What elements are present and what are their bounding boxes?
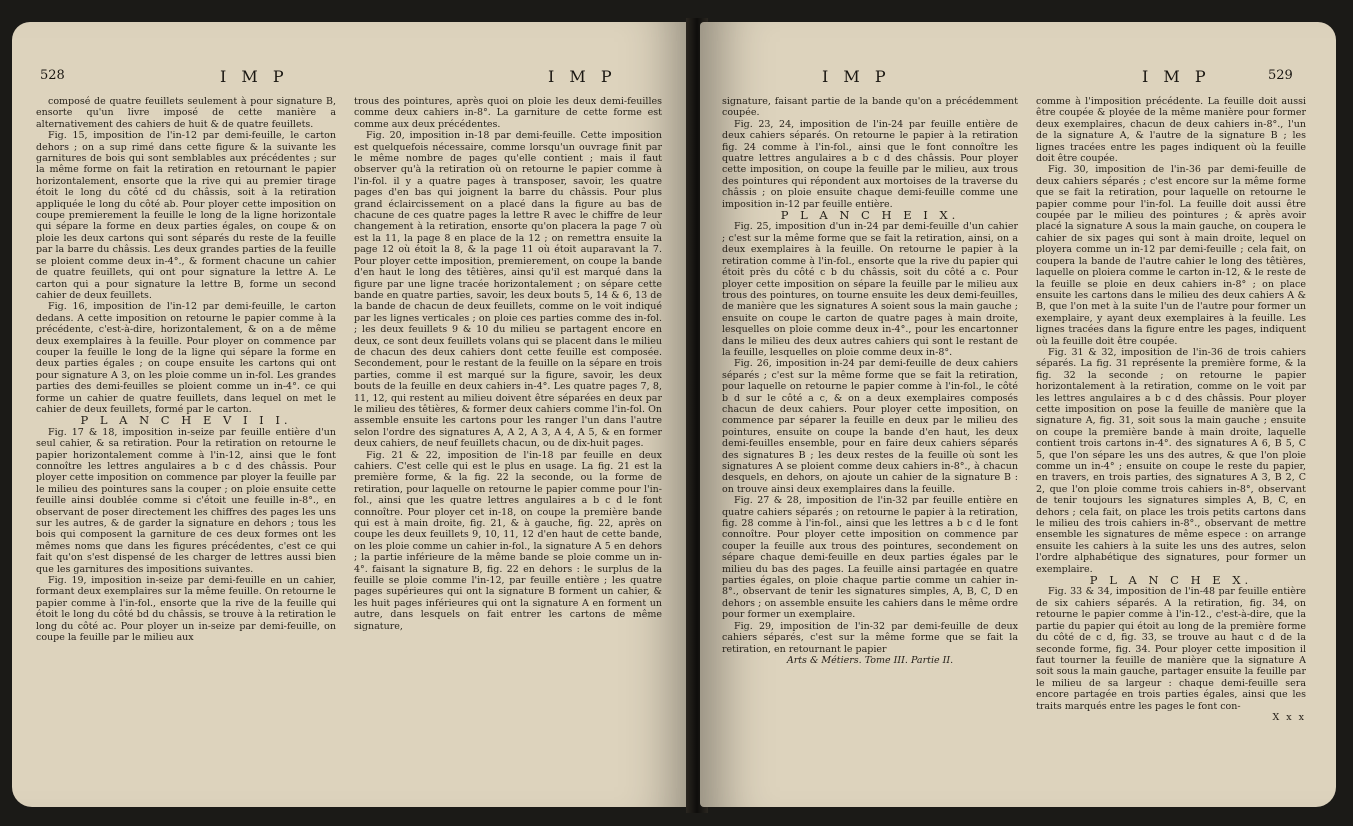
paragraph: trous des pointures, après quoi on ploie les deux demi-feuilles comme deux cahiers in-8°. La garniture de cette forme est comme aux deux précédentes. [354, 96, 662, 130]
paragraph: Fig. 21 & 22, imposition de l'in-18 par feuille en deux cahiers. C'est celle qui est le plus en usage. La fig. 21 est la première forme, & la fig. 22 la seconde, ou la forme de retiration, pour laquelle on retourne le papier comme pour l'in-fol., ainsi que les quatre lettres angulaires a b c d le font connoître. Pour ployer cet in-18, on coupe la première bande qui est à main droite, fig. 21, & à gauche, fig. 22, après on coupe les deux feuillets 9, 10, 11, 12 d'en haut de cette bande, on les ploie comme un cahier in-fol., la signature A 5 en dehors ; la partie inférieure de la même bande se ploie comme un in-4°. faisant la signature B, fig. 22 en dehors : le surplus de la feuille se ploie comme l'in-12, par feuille entière ; les quatre pages supérieures qui ont la signature B forment un cahier, & les huit pages inférieures qui ont la signature A en forment un autre, dans lesquels on fait entrer les cartons de même signature, [354, 449, 662, 632]
paragraph: Fig. 33 & 34, imposition de l'in-48 par feuille entière de six cahiers séparés. A la retiration, fig. 34, on retourne le papier comme à l'in-12., c'est-à-dire, que la partie du papier qui étoit au long de la première forme du côté de c d, fig. 33, se trouve au haut c d de la seconde forme, fig. 34. Pour ployer cette imposition il faut tourner la feuille de manière que la signature A soit sous la main gauche, partager ensuite la feuille par le milieu de sa largeur : chaque demi-feuille sera encore partagée en trois parties égales, ainsi que les traits marqués entre les pages le font con- [1036, 586, 1306, 712]
right-header-a: I M P [822, 67, 891, 86]
paragraph: Fig. 19, imposition in-seize par demi-feuille en un cahier, formant deux exemplaires sur la même feuille. On retourne le papier comme à l'in-fol., ensorte que la rive de la feuille qui étoit le long du côté bd du châssis, se trouve à la retiration le long du côté ac. Pour ployer un in-seize par demi-feuille, on coupe la feuille par le milieu aux [36, 575, 336, 644]
paragraph: Fig. 16, imposition de l'in-12 par demi-feuille, le carton dedans. A cette imposition on retourne le papier comme à la précédente, c'est-à-dire, horizontalement, & on a de même deux exemplaires à la feuille. Pour ployer on commence par couper la feuille le long de la ligne qui sépare la forme en deux parties égales ; on coupe ensuite les cartons qui ont pour signature A 3, on les ploie comme un in-fol. Les grandes parties des demi-feuilles se ploient comme un in-4°. ce qui forme un cahier de quatre feuillets, dans lequel on met le cahier de deux feuillets, formé par le carton. [36, 301, 336, 415]
plate-heading: P L A N C H E I X. [780, 208, 960, 223]
paragraph: Fig. 15, imposition de l'in-12 par demi-feuille, le carton dehors ; on a sup rimé dans cette figure & la suivante les garnitures de bois qui sont semblables aux précédentes ; sur la même forme on fait la retiration en retournant le papier horizontalement, ensorte que la rive qui au premier tirage étoit le long du côté cd du châssis, soit à la retiration appliquée le long du côté ab. Pour ployer cette imposition on coupe premierement la feuille le long de la ligne horizontale qui sépare la forme en deux parties égales, on coupe & on ploie les deux cartons qui sont séparés du reste de la feuille par la barre du châssis. Les deux grandes parties de la feuille se ploient comme deux in-4°., & forment chacune un cahier de quatre feuillets, qui ont pour signature la lettre A. Le carton qui a pour signature la lettre B, forme un second cahier de deux feuillets. [36, 130, 336, 301]
right-page [700, 22, 1336, 807]
paragraph: Fig. 23, 24, imposition de l'in-24 par feuille entière de deux cahiers séparés. On retourne le papier à la retiration fig. 24 comme à l'in-fol., ainsi que le font connoître les quatre lettres angulaires a b c d des châssis. Pour ployer cette imposition, on coupe la feuille par le milieu, aux trous des pointures qui répondent aux mortoises de la traverse du châssis ; on ploie ensuite chaque demi-feuille comme une imposition in-12 par feuille entière. [722, 118, 1018, 210]
paragraph: comme à l'imposition précédente. La feuille doit aussi être coupée & ployée de la même manière pour former deux exemplaires, chacun de deux cahiers in-8°., l'un de la signature A, & l'autre de la signature B ; les lignes tracées entre les pages indiquent où la feuille doit être coupée. [1036, 96, 1306, 165]
paragraph: composé de quatre feuillets seulement à pour signature B, ensorte qu'un livre imposé de cette manière a alternativement des cahiers de huit & de quatre feuillets. [36, 96, 336, 130]
left-header-b: I M P [548, 67, 617, 86]
right-column-1 [722, 96, 1018, 796]
paragraph: Fig. 17 & 18, imposition in-seize par feuille entière d'un seul cahier, & sa retiration. Pour la retiration on retourne le papier horizontalement comme à l'in-12, ainsi que le font connoître les lettres angulaires a b c d des châssis. Pour ployer cette imposition on commence par ployer la feuille par le milieu des pointures sans la couper ; on ploie ensuite cette feuille ainsi doublée comme si c'étoit une feuille in-8°., en observant de poser directement les chiffres des pages les uns sur les autres, & de garder la signature en dehors ; tous les bois qui composent la garniture de ces deux formes ont les mêmes noms que dans les figures précédentes, c'est ce qui fait qu'on s'est dispensé de les charger de lettres aussi bien que les garnitures des impositions suivantes. [36, 426, 336, 575]
paragraph: Fig. 20, imposition in-18 par demi-feuille. Cette imposition est quelquefois nécessaire, comme lorsqu'un ouvrage finit par le même nombre de pages qu'elle contient ; mais il faut observer qu'à la retiration où on retourne le papier comme à l'in-fol. il y a quatre pages à transposer, savoir, les quatre pages d'en bas qui joignent la barre du châssis. Pour plus grand éclaircissement on a placé dans la figure au bas de chacune de ces quatre pages la lettre R avec le chiffre de leur changement à la retiration, ensorte qu'on placera la page 7 où est la 11, la page 8 en place de la 12 ; on remettra ensuite la page 12 où étoit la 8, & la page 11 où étoit auparavant la 7. Pour ployer cette imposition, premierement, on coupe la bande d'en haut le long des têtières, ainsi qu'il est marqué dans la figure par une ligne tracée horizontalement ; on sépare cette bande en quatre parties, savoir, les deux bouts 5, 14 & 6, 13 de la bande de chacun de deux feuillets, comme on le voit indiqué par les lignes verticales ; on ploie ces parties comme des in-fol. ; les deux feuillets 9 & 10 du milieu se partagent encore en deux, ce sont deux feuillets volans qui se placent dans le milieu de chacun des deux cahiers dont cette feuille est composée. Secondement, pour le restant de la feuille on la sépare en trois parties, comme il est marqué sur la figure, savoir, les deux bouts de la feuille en deux cahiers in-4°. Les quatre pages 7, 8, 11, 12, qui restent au milieu doivent être séparées en deux par le milieu des têtières, & former deux cahiers comme l'in-fol. On assemble ensuite les cartons pour les ranger l'un dans l'autre selon l'ordre des signatures A, A 2, A 3, A 4, A 5, & en former deux cahiers, de neuf feuillets chacun, ou de dix-huit pages. [354, 130, 662, 450]
plate-heading: P L A N C H E V I I I. [80, 413, 292, 428]
left-page-number: 528 [40, 68, 65, 83]
left-column-1 [36, 96, 336, 796]
plate-heading: P L A N C H E X. [1089, 573, 1253, 588]
left-header-a: I M P [220, 67, 289, 86]
right-column-2 [1036, 96, 1306, 796]
right-page-number: 529 [1268, 68, 1293, 83]
left-page [12, 22, 694, 807]
volume-footer: Arts & Métiers. Tome III. Partie II. [786, 654, 954, 666]
paragraph: Fig. 27 & 28, imposition de l'in-32 par feuille entière en quatre cahiers séparés ; on retourne le papier à la retiration, fig. 28 comme à l'in-fol., ainsi que les lettres a b c d le font connoître. Pour ployer cette imposition on commence par couper la feuille aux trous des pointures, secondement on sépare chaque demi-feuille en deux parties égales par le milieu du bas des pages. La feuille ainsi partagée en quatre parties égales, on ploie chaque partie comme un cahier in-8°., observant de tenir les signatures simples, A, B, C, D en dehors ; on assemble ensuite les cahiers dans le même ordre pour former un exemplaire. [722, 495, 1018, 621]
paragraph: Fig. 31 & 32, imposition de l'in-36 de trois cahiers séparés. La fig. 31 représente la première forme, & la fig. 32 la seconde ; on retourne le papier horizontalement à la retiration, comme on le voit par les lettres angulaires a b c d des châssis. Pour ployer cette imposition on pose la feuille de manière que la signature A, fig. 31, soit sous la main gauche ; ensuite on coupe la première bande à main droite, laquelle contient trois cartons in-4°. des signatures A 6, B 5, C 5, que l'on sépare les uns des autres, & que l'on ploie comme un in-4° ; ensuite on coupe le reste du papier, en travers, en trois parties, des signatures A 3, B 2, C 2, que l'on ploie comme trois cahiers in-8°, observant de tenir toujours les signatures simples A, B, C, en dehors ; cela fait, on place les trois petits cartons dans le milieu des trois cahiers in-8°., observant de mettre ensemble les signatures de même espece : on arrange ensuite les cahiers à la suite les uns des autres, selon l'ordre alphabétique des signatures, pour former un exemplaire. [1036, 346, 1306, 575]
right-header-b: I M P [1142, 67, 1211, 86]
left-column-2 [354, 96, 662, 796]
paragraph: Fig. 29, imposition de l'in-32 par demi-feuille de deux cahiers séparés, c'est sur la même forme que se fait la retiration, en retournant le papier [722, 620, 1018, 655]
paragraph: signature, faisant partie de la bande qu'on a précédemment coupée. [722, 96, 1018, 119]
paragraph: Fig. 25, imposition d'un in-24 par demi-feuille d'un cahier ; c'est sur la même forme que se fait la retiration, ainsi, on a deux exemplaires à la feuille. On retourne le papier à la retiration comme à l'in-fol., ensorte que la rive du papier qui étoit près du côté c b du châssis, soit du côté a c. Pour ployer cette imposition on sépare la feuille par le milieu aux trous des pointures, on tourne ensuite les deux demi-feuilles, de manière que les signatures A soient sous la main gauche ; ensuite on coupe le carton de quatre pages à main droite, lesquelles on ploie comme deux in-4°., pour les encartonner dans le milieu des deux autres cahiers qui sont le restant de la feuille, lesquelles on ploie comme deux in-8°. [722, 221, 1018, 358]
paragraph: Fig. 30, imposition de l'in-36 par demi-feuille de deux cahiers séparés ; c'est encore sur la même forme que se fait la retiration, pour laquelle on retourne le papier comme pour l'in-fol. La feuille doit aussi être coupée par le milieu des pointures ; & après avoir placé la signature A sous la main gauche, on coupera le cahier de six pages qui sont à main droite, lequel on ployera comme un in-12 par demi-feuille ; cela fait, on coupera la bande de l'autre cahier le long des têtières, laquelle on ploiera comme le carton in-12, & le reste de la feuille se ploie en deux cahiers in-8° ; on place ensuite les cartons dans le milieu des deux cahiers A & B, que l'on met à la suite l'un de l'autre pour former un exemplaire, y ayant deux exemplaires à la feuille. Les lignes tracées dans la figure entre les pages, indiquent où la feuille doit être coupée. [1036, 164, 1306, 347]
signature-mark: X x x [1272, 711, 1306, 723]
paragraph: Fig. 26, imposition in-24 par demi-feuille de deux cahiers séparés ; c'est sur la même forme que se fait la retiration, pour laquelle on retourne le papier comme à l'in-fol., le côté b d sur le côté a c, & on a deux exemplaires composés chacun de deux cahiers. Pour ployer cette imposition, on commence par séparer la feuille en deux par le milieu des pointures, ensuite on coupe la bande d'en haut, les deux demi-feuilles ensemble, pour en faire deux cahiers séparés des signatures B ; les deux restes de la feuille où sont les signatures A se ploient comme deux cahiers in-8°., à chacun desquels, en dehors, on ajoute un cahier de la signature B : on trouve ainsi deux exemplaires dans la feuille. [722, 358, 1018, 495]
